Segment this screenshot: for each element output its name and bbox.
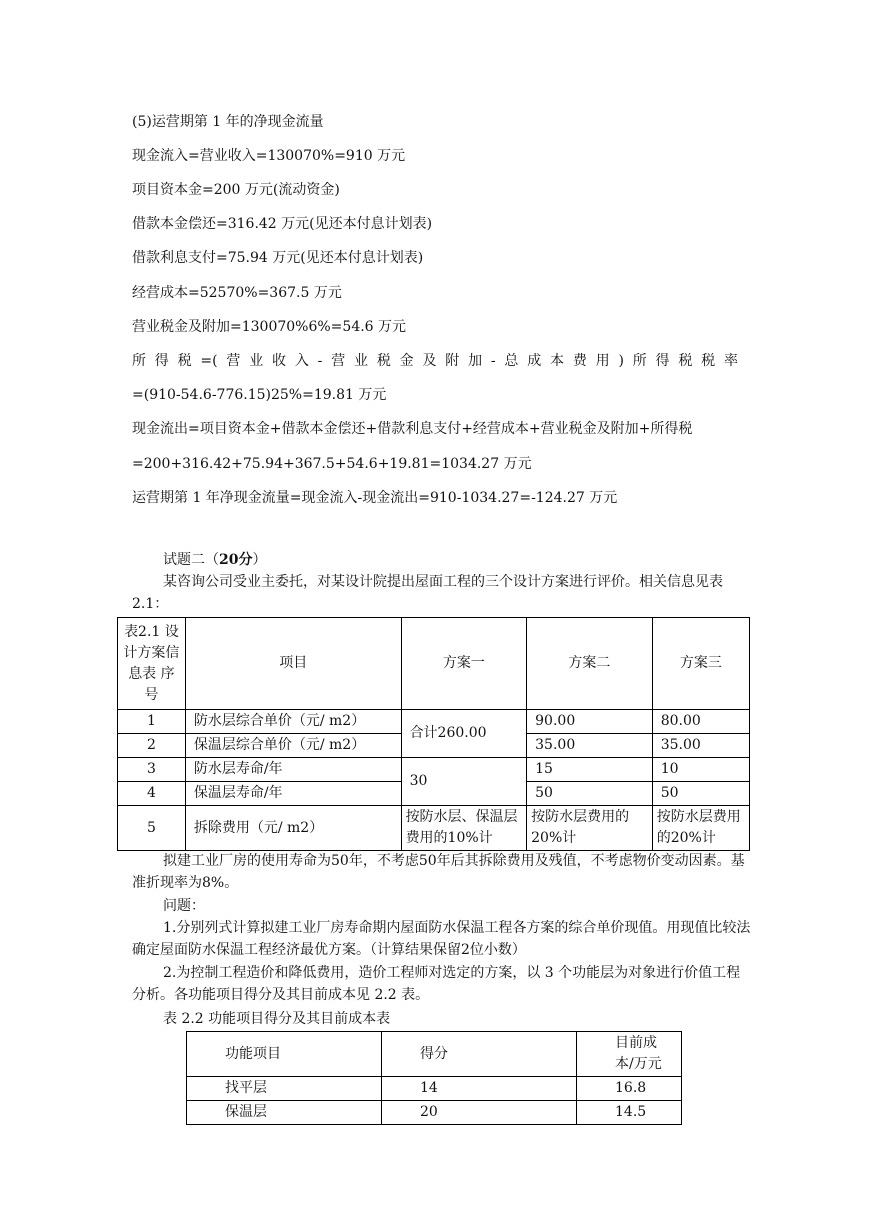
section5-line: 借款本金偿还=316.42 万元(见还本付息计划表) bbox=[132, 216, 433, 232]
table1-header-p2: 方案二 bbox=[527, 618, 653, 710]
table-header-row bbox=[187, 1032, 682, 1077]
title-score: 20分 bbox=[219, 552, 253, 568]
after-table-text: 拟建工业厂房的使用寿命为50年，不考虑50年后其拆除费用及残值，不考虑物价变动因素。基准折现率为8%。 bbox=[132, 853, 745, 891]
section5-line: 运营期第 1 年净现金流量=现金流入-现金流出=910-1034.27=-124.27 万元 bbox=[132, 490, 618, 506]
question-1: 1.分别列式计算拟建工业厂房寿命期内屋面防水保温工程各方案的综合单价现值。用现值比较法确定屋面防水保温工程经济最优方案。（计算结果保留2位小数） bbox=[132, 920, 751, 958]
question-2: 2.为控制工程造价和降低费用，造价工程师对选定的方案，以 3 个功能层为对象进行价值工程分析。各功能项目得分及其目前成本见 2.2 表。 bbox=[132, 965, 741, 1003]
question2-intro: 某咨询公司受业主委托，对某设计院提出屋面工程的三个设计方案进行评价。相关信息见表2.1： bbox=[132, 574, 723, 612]
row-no: 5 bbox=[118, 806, 186, 851]
p1-merged-life: 30 bbox=[401, 758, 527, 806]
questions-label: 问题： bbox=[163, 898, 205, 914]
row-item: 拆除费用（元/ m2） bbox=[185, 806, 401, 851]
p1-merged-price: 合计260.00 bbox=[401, 710, 527, 758]
title-prefix: 试题二（ bbox=[163, 552, 219, 568]
title-suffix: ） bbox=[252, 552, 267, 568]
row-p2: 35.00 bbox=[527, 734, 653, 758]
table2-caption: 表 2.2 功能项目得分及其目前成本表 bbox=[163, 1011, 391, 1027]
table1-corner-cell: 表2.1 设计方案信息表 序号 bbox=[118, 618, 186, 710]
table2-header-score: 得分 bbox=[382, 1032, 577, 1077]
section5-line: 营业税金及附加=130070%6%=54.6 万元 bbox=[132, 319, 407, 335]
section5-heading: (5)运营期第 1 年的净现金流量 bbox=[132, 114, 324, 130]
section5-line: 借款利息支付=75.94 万元(见还本付息计划表) bbox=[132, 250, 424, 266]
row-p3: 80.00 bbox=[652, 710, 749, 734]
section5-line: =200+316.42+75.94+367.5+54.6+19.81=1034.27 万元 bbox=[132, 456, 532, 472]
row-item: 保温层寿命/年 bbox=[185, 782, 401, 806]
table2-header-cost: 目前成本/万元 bbox=[577, 1032, 682, 1077]
income-tax-formula: 所得税=(营业收入-营业税金及附加-总成本费用)所得税税率 bbox=[132, 353, 738, 369]
table2-cell-score: 20 bbox=[382, 1101, 577, 1125]
table-row bbox=[187, 1101, 682, 1125]
table2-cell-name: 保温层 bbox=[187, 1101, 382, 1125]
row-no: 2 bbox=[118, 734, 186, 758]
function-score-table bbox=[186, 1031, 682, 1125]
row-p2: 按防水层费用的20%计 bbox=[527, 806, 653, 851]
question2-title bbox=[163, 549, 266, 571]
table2-header-name: 功能项目 bbox=[187, 1032, 382, 1077]
section5-line: 经营成本=52570%=367.5 万元 bbox=[132, 285, 342, 301]
row-p2: 50 bbox=[527, 782, 653, 806]
row-p3: 10 bbox=[652, 758, 749, 782]
table2-cell-score: 14 bbox=[382, 1077, 577, 1101]
table2-cell-cost: 14.5 bbox=[577, 1101, 682, 1125]
design-scheme-table bbox=[117, 617, 750, 851]
row-p3: 50 bbox=[652, 782, 749, 806]
row-item: 防水层综合单价（元/ m2） bbox=[185, 710, 401, 734]
table-row bbox=[118, 710, 750, 734]
table-row bbox=[118, 806, 750, 851]
section5-line: 现金流入=营业收入=130070%=910 万元 bbox=[132, 148, 406, 164]
row-no: 1 bbox=[118, 710, 186, 734]
row-p2: 90.00 bbox=[527, 710, 653, 734]
table-row bbox=[118, 758, 750, 782]
section5-line: =(910-54.6-776.15)25%=19.81 万元 bbox=[132, 387, 387, 403]
table-row bbox=[187, 1077, 682, 1101]
table2-cell-name: 找平层 bbox=[187, 1077, 382, 1101]
row-item: 防水层寿命/年 bbox=[185, 758, 401, 782]
table1-header-p1: 方案一 bbox=[401, 618, 527, 710]
row-p2: 15 bbox=[527, 758, 653, 782]
table1-header-item: 项目 bbox=[185, 618, 401, 710]
row-p3: 按防水层费用的20%计 bbox=[652, 806, 749, 851]
row-no: 3 bbox=[118, 758, 186, 782]
table2-cell-cost: 16.8 bbox=[577, 1077, 682, 1101]
table1-header-p3: 方案三 bbox=[652, 618, 749, 710]
section5-line: 项目资本金=200 万元(流动资金) bbox=[132, 182, 340, 198]
row-p1: 按防水层、保温层费用的10%计 bbox=[401, 806, 527, 851]
row-p3: 35.00 bbox=[652, 734, 749, 758]
section5-line: 现金流出=项目资本金+借款本金偿还+借款利息支付+经营成本+营业税金及附加+所得税 bbox=[132, 421, 693, 437]
row-no: 4 bbox=[118, 782, 186, 806]
row-item: 保温层综合单价（元/ m2） bbox=[185, 734, 401, 758]
